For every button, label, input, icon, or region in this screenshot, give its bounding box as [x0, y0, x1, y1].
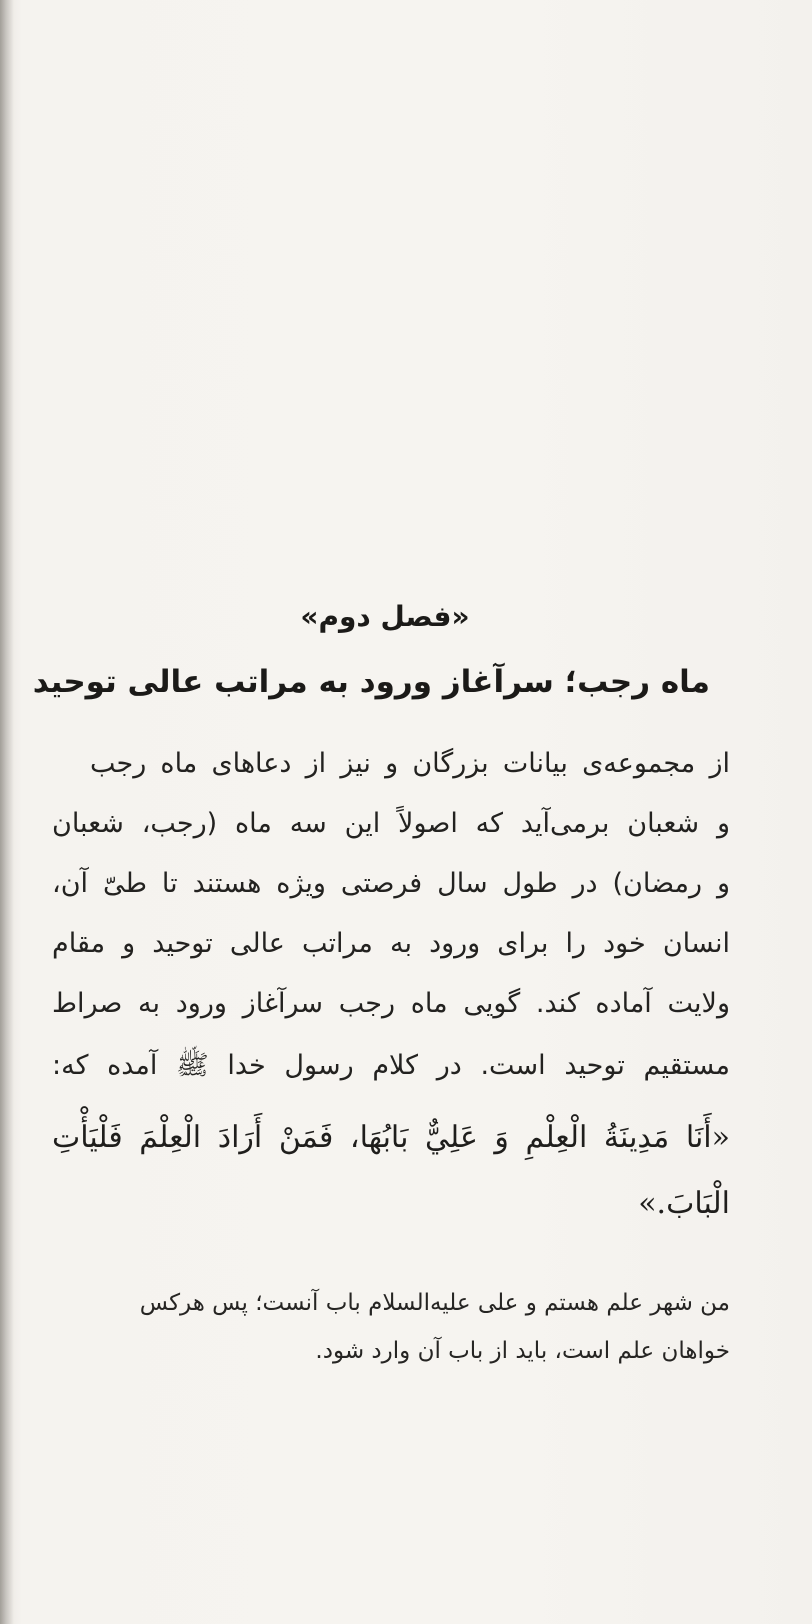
- hadith-line: «أَنَا مَدِينَةُ الْعِلْمِ وَ عَلِيٌّ بَابُهَا، فَمَنْ أَرَادَ الْعِلْمَ فَلْيَأْتِ: [52, 1120, 730, 1155]
- spine-shadow: [0, 0, 14, 1624]
- paragraph-line: و شعبان برمی‌آید که اصولاً این سه ماه (رجب، شعبان: [52, 808, 730, 839]
- paragraph-line: مستقیم توحید است. در کلام رسول خدا ﷺ آمده که:: [52, 1050, 730, 1081]
- chapter-label: «فصل دوم»: [300, 600, 470, 633]
- paragraph-line: ولایت آماده کند. گویی ماه رجب سرآغاز ورود به صراط: [52, 988, 730, 1019]
- chapter-title: ماه رجب؛ سرآغاز ورود به مراتب عالی توحید: [32, 664, 710, 700]
- translation-line: من شهر علم هستم و علی علیه‌السلام باب آنست؛ پس هرکس: [139, 1290, 730, 1316]
- translation-line: خواهان علم است، باید از باب آن وارد شود.: [315, 1338, 730, 1364]
- paragraph-line: و رمضان) در طول سال فرصتی ویژه هستند تا طیّ آن،: [52, 868, 730, 899]
- hadith-line: الْبَابَ.»: [638, 1186, 730, 1221]
- paragraph-line: از مجموعه‌ی بیانات بزرگان و نیز از دعاهای ماه رجب: [90, 748, 730, 779]
- paragraph-line: انسان خود را برای ورود به مراتب عالی توحید و مقام: [52, 928, 730, 959]
